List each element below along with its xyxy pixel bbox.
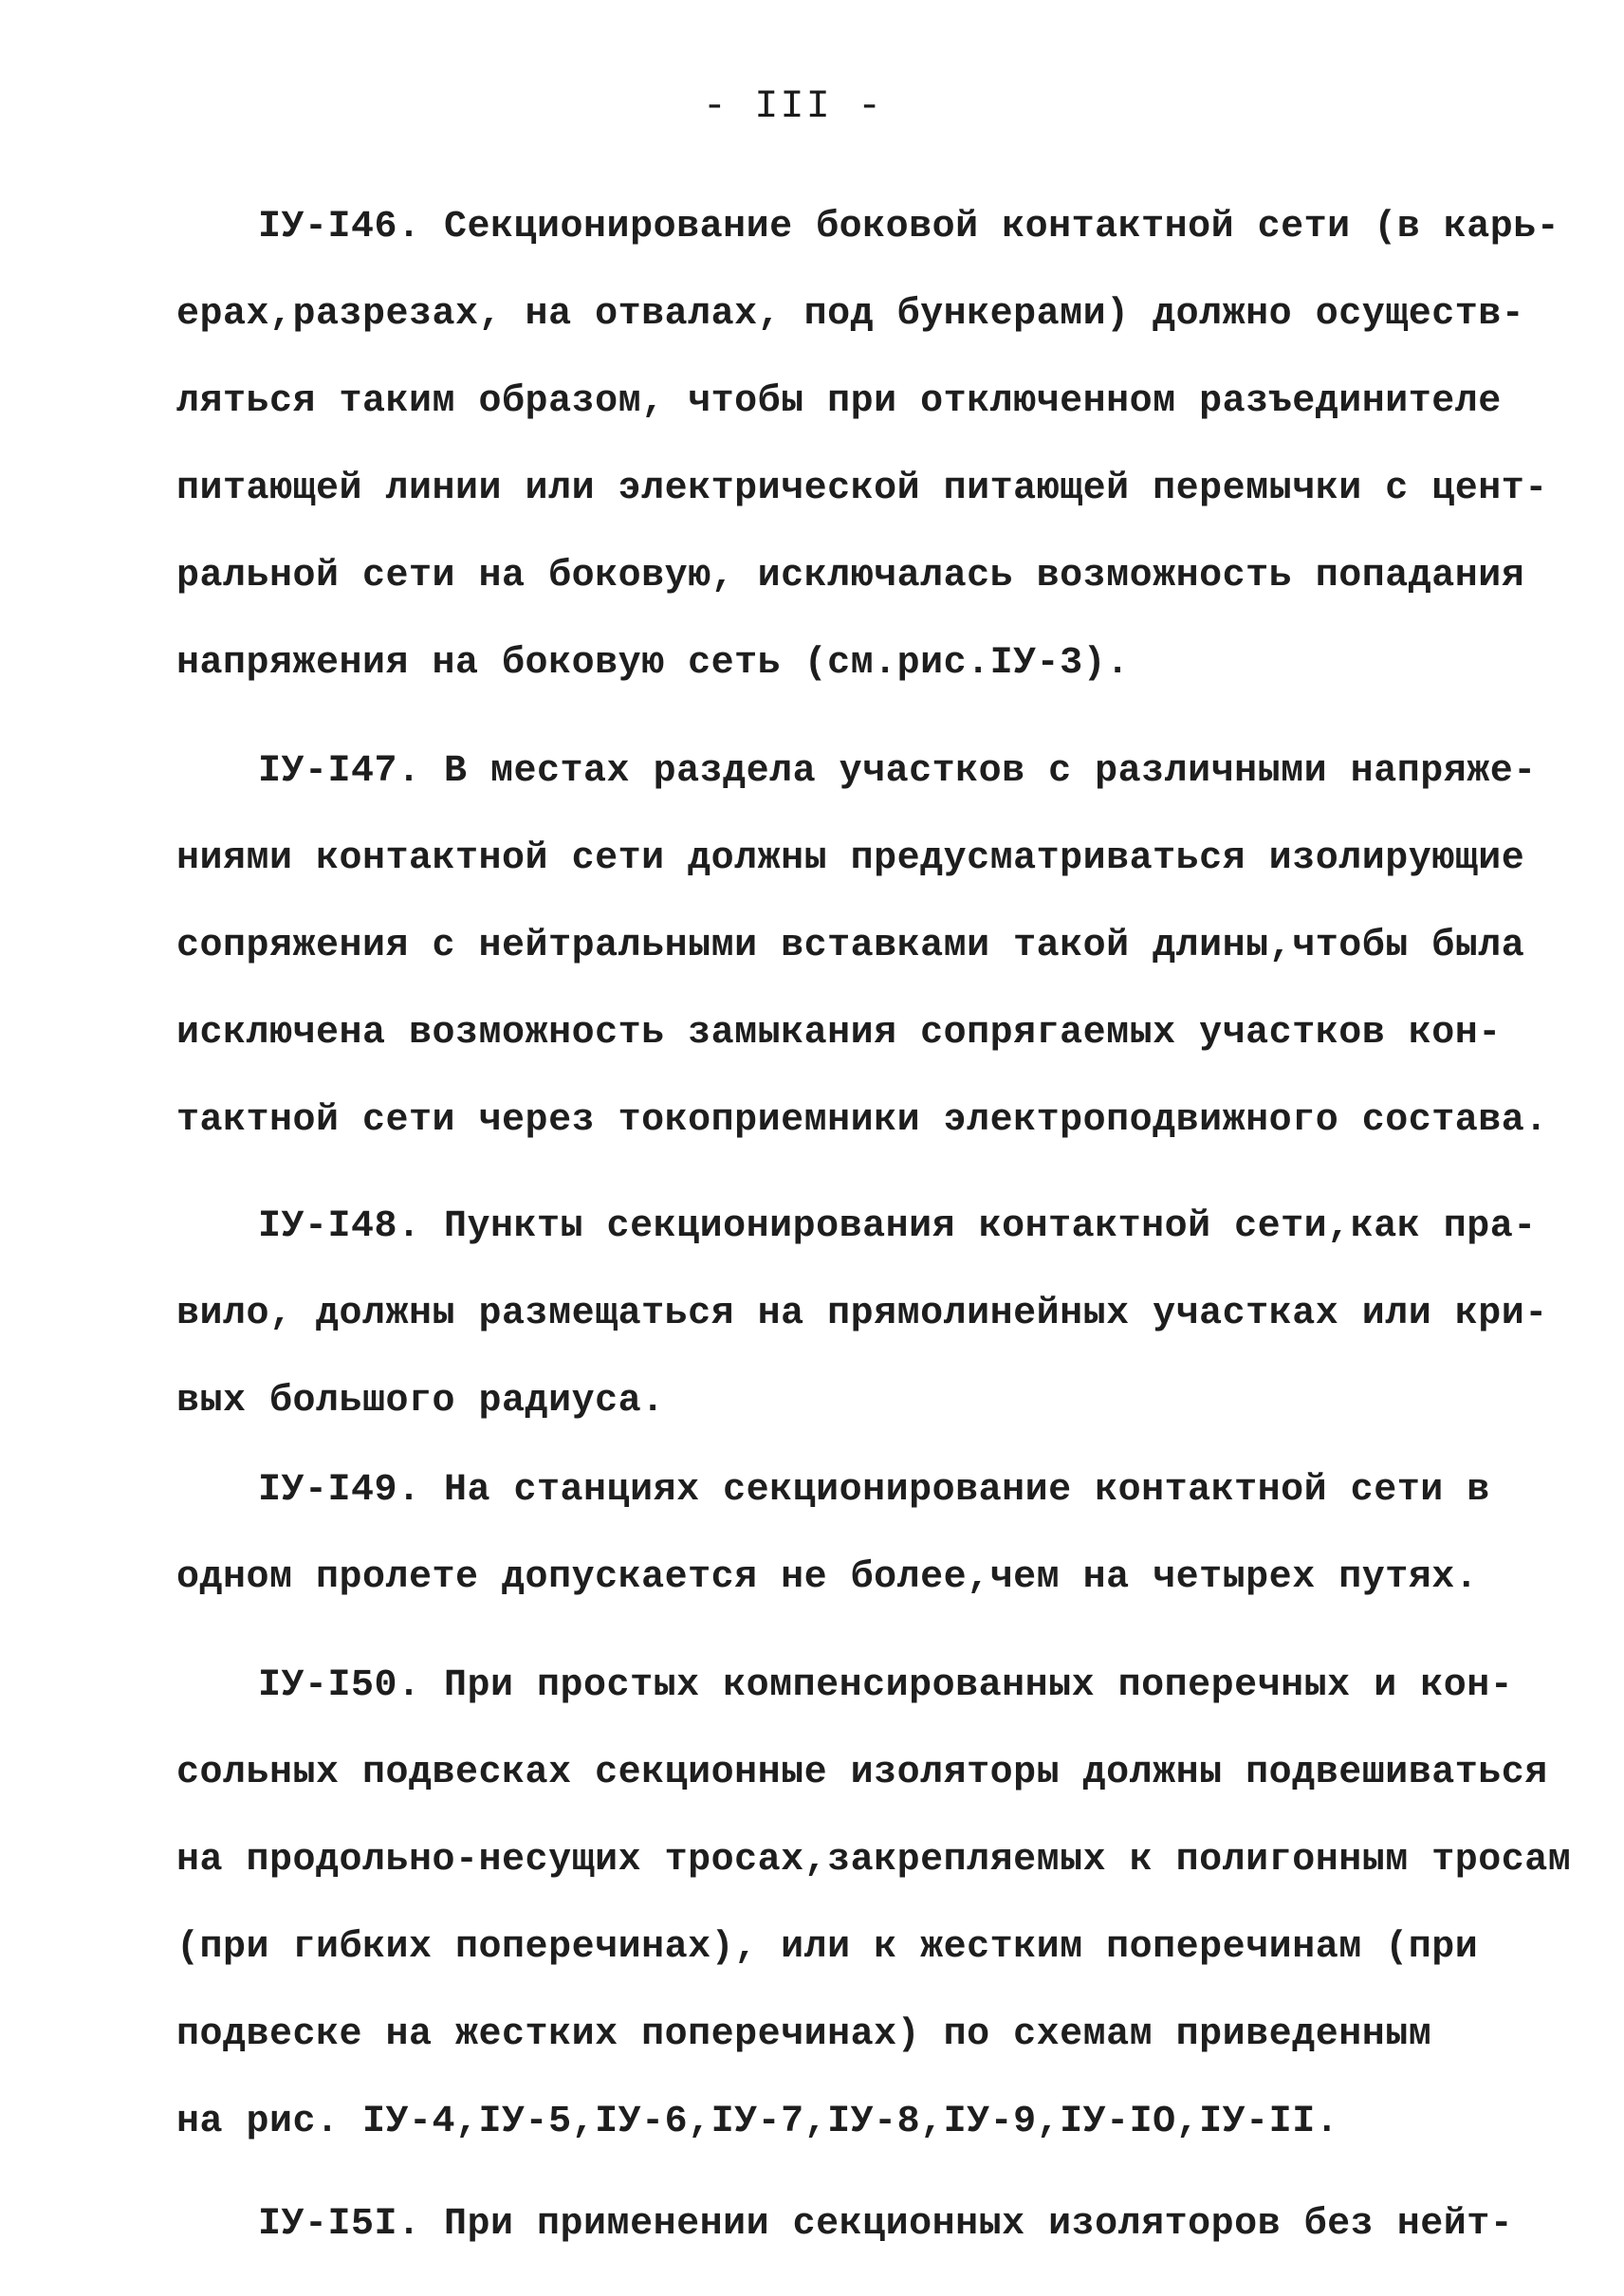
text-line-20: (при гибких поперечинах), или к жестким поперечинам (при	[176, 1926, 1479, 1969]
text-line-19: на продольно-несущих тросах,закрепляемых к полигонным тросам	[176, 1839, 1572, 1882]
text-line-9: сопряжения с нейтральными вставками такой длины,чтобы была	[176, 925, 1525, 967]
text-line-18: сольных подвесках секционные изоляторы должны подвешиваться	[176, 1752, 1548, 1794]
text-line-14: вых большого радиуса.	[176, 1380, 665, 1423]
text-line-17: IУ-I50. При простых компенсированных поперечных и кон-	[258, 1664, 1514, 1707]
text-line-3: ляться таким образом, чтобы при отключенном разъединителе	[176, 380, 1502, 423]
text-line-22: на рис. IУ-4,IУ-5,IУ-6,IУ-7,IУ-8,IУ-9,IУ-IO,IУ-II.	[176, 2101, 1339, 2143]
text-line-1: IУ-I46. Секционирование боковой контактной сети (в карь-	[258, 206, 1560, 248]
text-line-11: тактной сети через токоприемники электроподвижного состава.	[176, 1099, 1548, 1142]
text-line-4: питающей линии или электрической питающей перемычки с цент-	[176, 468, 1548, 510]
text-line-23: IУ-I5I. При применении секционных изоляторов без нейт-	[258, 2203, 1514, 2246]
text-line-8: ниями контактной сети должны предусматриваться изолирующие	[176, 837, 1525, 880]
text-line-5: ральной сети на боковую, исключалась возможность попадания	[176, 555, 1525, 597]
text-line-21: подвеске на жестких поперечинах) по схемам приведенным	[176, 2013, 1432, 2056]
text-line-16: одном пролете допускается не более,чем на четырех путях.	[176, 1556, 1479, 1599]
text-line-7: IУ-I47. В местах раздела участков с различными напряже-	[258, 750, 1537, 793]
text-line-12: IУ-I48. Пункты секционирования контактной сети,как пра-	[258, 1205, 1537, 1248]
text-line-13: вило, должны размещаться на прямолинейных участках или кри-	[176, 1293, 1548, 1335]
text-line-6: напряжения на боковую сеть (см.рис.IУ-3).	[176, 642, 1130, 685]
page-number: - III -	[702, 83, 884, 129]
text-line-15: IУ-I49. На станциях секционирование контактной сети в	[258, 1469, 1490, 1512]
text-line-2: ерах,разрезах, на отвалах, под бункерами) должно осуществ-	[176, 293, 1525, 336]
text-line-10: исключена возможность замыкания сопрягаемых участков кон-	[176, 1012, 1502, 1055]
